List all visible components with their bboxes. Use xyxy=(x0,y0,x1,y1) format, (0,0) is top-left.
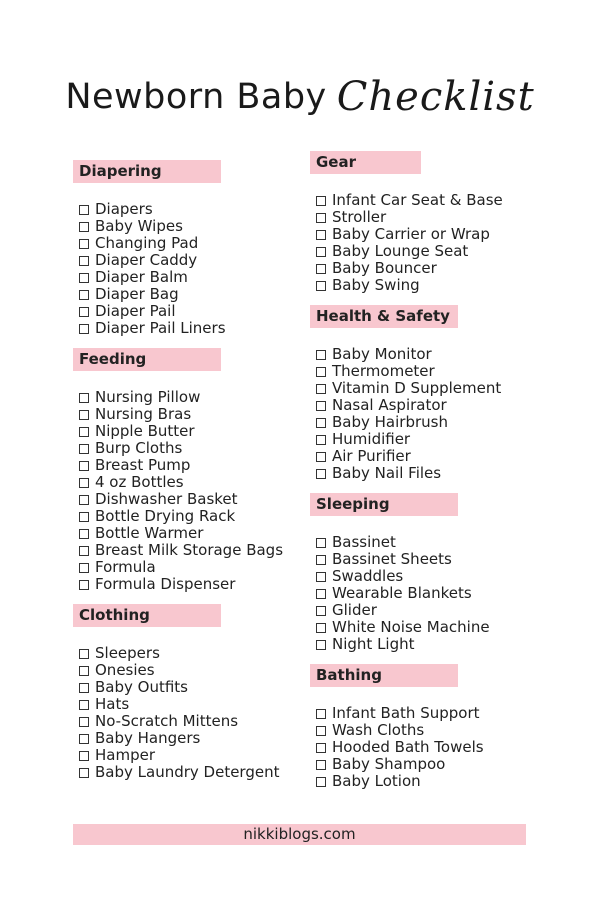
checklist-item-label: Baby Outfits xyxy=(95,678,188,696)
checklist-item-label: Dishwasher Basket xyxy=(95,490,238,508)
checklist-item xyxy=(316,259,437,277)
checklist-item-label: Breast Milk Storage Bags xyxy=(95,541,284,559)
checkbox-icon xyxy=(79,580,89,590)
checkbox-icon xyxy=(316,264,326,274)
checklist-item-label: Bassinet Sheets xyxy=(332,550,452,568)
checklist-item xyxy=(79,474,221,491)
checklist-item-label: Baby Laundry Detergent xyxy=(95,763,280,781)
checklist-item-label: Baby Lotion xyxy=(332,772,421,790)
checklist-item-label: Baby Wipes xyxy=(95,217,183,235)
checklist-item-label: Wearable Blankets xyxy=(332,584,472,602)
checklist-item xyxy=(79,730,221,747)
checklist-item-label: Baby Carrier or Wrap xyxy=(332,225,490,243)
checklist-item xyxy=(79,679,221,696)
section-header: Bathing xyxy=(310,664,458,687)
checkbox-icon xyxy=(79,563,89,573)
checklist-item-label: Infant Bath Support xyxy=(332,704,480,722)
checklist-item xyxy=(79,490,238,508)
checklist-item-label: Hooded Bath Towels xyxy=(332,738,484,756)
checklist-item-label: Formula Dispenser xyxy=(95,575,236,593)
checklist-item-label: Baby Swing xyxy=(332,276,420,294)
checklist-item-label: Nursing Pillow xyxy=(95,388,201,406)
checklist-item xyxy=(316,225,490,243)
checklist-item xyxy=(79,541,284,559)
checklist-item xyxy=(79,269,221,286)
checkbox-icon xyxy=(79,734,89,744)
checkbox-icon xyxy=(316,777,326,787)
checkbox-icon xyxy=(316,623,326,633)
checklist-item xyxy=(79,235,221,252)
checkbox-icon xyxy=(79,529,89,539)
checkbox-icon xyxy=(316,230,326,240)
checkbox-icon xyxy=(316,350,326,360)
checklist-item xyxy=(316,602,458,619)
checkbox-icon xyxy=(79,410,89,420)
checklist-item-label: Diaper Caddy xyxy=(95,251,198,269)
checklist-item xyxy=(79,201,221,218)
checklist-item-label: Infant Car Seat & Base xyxy=(332,191,503,209)
checkbox-icon xyxy=(79,393,89,403)
section-diapering xyxy=(73,160,226,337)
checklist-item-label: Stroller xyxy=(332,208,387,226)
checkbox-icon xyxy=(79,700,89,710)
checklist-item xyxy=(316,448,458,465)
section-header: Gear xyxy=(310,151,421,174)
checklist-item xyxy=(79,303,221,320)
checklist-item xyxy=(79,525,221,542)
checkbox-icon xyxy=(79,546,89,556)
checklist-item-label: Diaper Pail Liners xyxy=(95,319,226,337)
checkbox-icon xyxy=(79,273,89,283)
checklist-item xyxy=(316,414,458,431)
checklist-item-label: Diapers xyxy=(95,200,153,218)
checklist-item-label: Burp Cloths xyxy=(95,439,183,457)
checklist-item xyxy=(316,242,469,260)
checklist-item-label: Baby Bouncer xyxy=(332,259,437,277)
checklist-item-label: Diaper Balm xyxy=(95,268,188,286)
checkbox-icon xyxy=(79,649,89,659)
checklist-item-label: Baby Monitor xyxy=(332,345,432,363)
checklist-item-label: Air Purifier xyxy=(332,447,411,465)
checklist-item-label: Onesies xyxy=(95,661,155,679)
checklist xyxy=(310,345,502,482)
checklist-item-label: White Noise Machine xyxy=(332,618,490,636)
checkbox-icon xyxy=(79,478,89,488)
checklist-item xyxy=(316,722,458,739)
section-header: Sleeping xyxy=(310,493,458,516)
checkbox-icon xyxy=(79,461,89,471)
checkbox-icon xyxy=(316,538,326,548)
page-title xyxy=(0,74,600,120)
checklist-item xyxy=(79,662,221,679)
checklist-item-label: Vitamin D Supplement xyxy=(332,379,502,397)
section-clothing xyxy=(73,604,280,781)
checkbox-icon xyxy=(79,290,89,300)
checklist-item xyxy=(316,397,458,414)
checklist-item xyxy=(79,406,221,423)
checklist-item xyxy=(316,738,484,756)
checklist-item-label: Hamper xyxy=(95,746,155,764)
checklist-item-label: Formula xyxy=(95,558,156,576)
checklist-item-label: Diaper Bag xyxy=(95,285,179,303)
checklist xyxy=(73,388,284,593)
checklist-item-label: Baby Lounge Seat xyxy=(332,242,469,260)
checklist-item xyxy=(316,618,490,636)
checklist xyxy=(310,704,484,790)
checklist-item-label: Thermometer xyxy=(332,362,435,380)
checklist-item xyxy=(79,218,221,235)
checkbox-icon xyxy=(316,555,326,565)
checkbox-icon xyxy=(79,222,89,232)
checklist-item-label: Bottle Warmer xyxy=(95,524,204,542)
section-sleeping xyxy=(310,493,490,653)
checkbox-icon xyxy=(316,726,326,736)
checklist-item xyxy=(79,423,221,440)
checklist-item-label: Nasal Aspirator xyxy=(332,396,447,414)
checkbox-icon xyxy=(316,572,326,582)
checklist xyxy=(73,200,226,337)
checkbox-icon xyxy=(316,401,326,411)
footer-banner xyxy=(73,824,526,845)
checklist-item-label: Sleepers xyxy=(95,644,160,662)
checklist-item xyxy=(316,363,458,380)
checkbox-icon xyxy=(79,751,89,761)
checklist-item-label: Bottle Drying Rack xyxy=(95,507,236,525)
checklist-item xyxy=(316,379,502,397)
checklist-item xyxy=(316,756,458,773)
checklist-item xyxy=(79,559,221,576)
footer-url: nikkiblogs.com xyxy=(243,825,356,843)
checklist-item xyxy=(79,319,226,337)
checkbox-icon xyxy=(316,281,326,291)
checklist-item xyxy=(79,747,221,764)
checklist-item-label: 4 oz Bottles xyxy=(95,473,184,491)
checklist-item-label: Night Light xyxy=(332,635,415,653)
checkbox-icon xyxy=(316,247,326,257)
checklist-item-label: Glider xyxy=(332,601,377,619)
checklist-item-label: Breast Pump xyxy=(95,456,191,474)
checkbox-icon xyxy=(316,640,326,650)
section-header: Feeding xyxy=(73,348,221,371)
checklist-item xyxy=(316,191,503,209)
checkbox-icon xyxy=(316,743,326,753)
checklist-item xyxy=(79,440,221,457)
checkbox-icon xyxy=(316,418,326,428)
section-feeding xyxy=(73,348,284,593)
checkbox-icon xyxy=(316,367,326,377)
checklist-item xyxy=(79,575,236,593)
checklist-item-label: Baby Nail Files xyxy=(332,464,442,482)
checklist-item xyxy=(79,696,221,713)
checklist-item xyxy=(316,346,458,363)
checklist-item-label: Baby Hangers xyxy=(95,729,201,747)
title-script: Checklist xyxy=(336,74,535,120)
checklist-item xyxy=(79,763,280,781)
checkbox-icon xyxy=(79,324,89,334)
checkbox-icon xyxy=(316,589,326,599)
checklist-item xyxy=(79,457,221,474)
checkbox-icon xyxy=(79,205,89,215)
checklist-item xyxy=(316,704,480,722)
title-main: Newborn Baby xyxy=(65,77,327,117)
checkbox-icon xyxy=(316,469,326,479)
checkbox-icon xyxy=(79,683,89,693)
checkbox-icon xyxy=(316,435,326,445)
checkbox-icon xyxy=(79,307,89,317)
section-health-safety xyxy=(310,305,502,482)
checklist-item xyxy=(316,534,458,551)
checklist-item xyxy=(316,568,458,585)
checklist-item xyxy=(316,209,421,226)
checklist-item-label: Hats xyxy=(95,695,130,713)
checklist-item-label: Swaddles xyxy=(332,567,404,585)
checklist-item-label: Nipple Butter xyxy=(95,422,195,440)
checklist-item-label: Humidifier xyxy=(332,430,411,448)
checklist-item-label: Bassinet xyxy=(332,533,396,551)
checklist-item xyxy=(316,636,458,653)
checkbox-icon xyxy=(316,196,326,206)
checklist-item-label: Diaper Pail xyxy=(95,302,176,320)
checkbox-icon xyxy=(316,452,326,462)
checkbox-icon xyxy=(79,256,89,266)
checklist-item xyxy=(79,252,221,269)
checklist-item-label: Nursing Bras xyxy=(95,405,192,423)
checklist-item-label: Changing Pad xyxy=(95,234,199,252)
checkbox-icon xyxy=(316,384,326,394)
checkbox-icon xyxy=(316,606,326,616)
checklist-item xyxy=(316,584,472,602)
checklist-item xyxy=(316,551,458,568)
checklist-item-label: Baby Shampoo xyxy=(332,755,446,773)
section-header: Diapering xyxy=(73,160,221,183)
checklist-item xyxy=(316,431,458,448)
section-gear xyxy=(310,151,503,294)
checklist-item xyxy=(79,507,236,525)
checklist xyxy=(310,191,503,294)
checkbox-icon xyxy=(79,444,89,454)
checklist-item xyxy=(316,465,458,482)
section-bathing xyxy=(310,664,484,790)
checklist-item-label: No-Scratch Mittens xyxy=(95,712,239,730)
checklist-item xyxy=(79,645,221,662)
checkbox-icon xyxy=(316,760,326,770)
checkbox-icon xyxy=(79,495,89,505)
checklist-item-label: Baby Hairbrush xyxy=(332,413,448,431)
section-header: Clothing xyxy=(73,604,221,627)
checkbox-icon xyxy=(79,768,89,778)
checklist-item-label: Wash Cloths xyxy=(332,721,425,739)
checkbox-icon xyxy=(79,666,89,676)
checklist-item xyxy=(79,389,221,406)
checkbox-icon xyxy=(316,213,326,223)
checkbox-icon xyxy=(79,239,89,249)
checklist-item xyxy=(316,773,458,790)
checkbox-icon xyxy=(79,427,89,437)
checklist-item xyxy=(316,277,421,294)
checkbox-icon xyxy=(316,709,326,719)
checklist-item xyxy=(79,712,239,730)
checkbox-icon xyxy=(79,512,89,522)
section-header: Health & Safety xyxy=(310,305,458,328)
checklist-item xyxy=(79,286,221,303)
checkbox-icon xyxy=(79,717,89,727)
checklist xyxy=(73,644,280,781)
checklist xyxy=(310,533,490,653)
